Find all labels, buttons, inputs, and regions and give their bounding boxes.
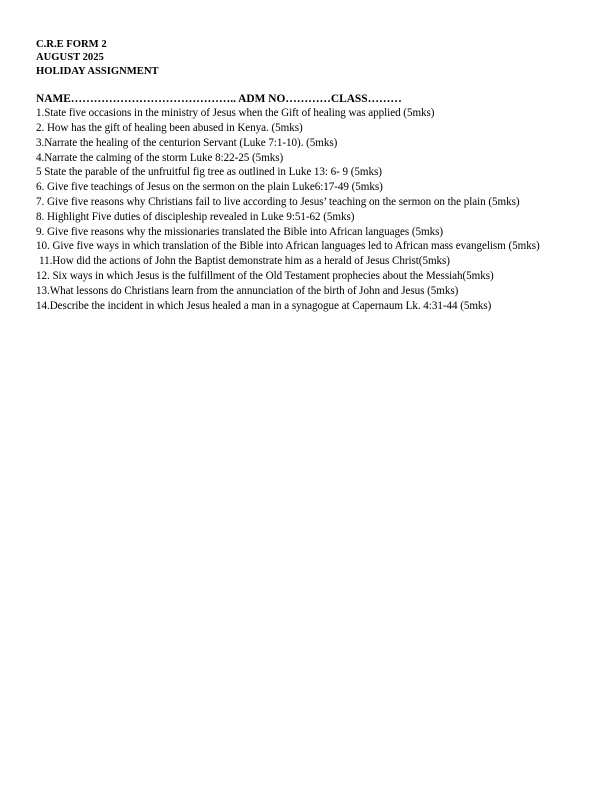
subject-form-heading: C.R.E FORM 2 bbox=[36, 39, 107, 50]
assignment-page bbox=[36, 38, 584, 313]
student-details-line: NAME…………………………………….. ADM NO…………CLASS……… bbox=[36, 93, 402, 106]
question-14: 14.Describe the incident in which Jesus healed a man in a synagogue at Capernaum Lk. 4:31-44 (5mks) bbox=[36, 299, 492, 312]
question-4: 4.Narrate the calming of the storm Luke 8:22-25 (5mks) bbox=[36, 151, 284, 164]
question-12: 12. Six ways in which Jesus is the fulfillment of the Old Testament prophecies about the Messiah(5mks) bbox=[36, 269, 494, 282]
question-1: 1.State five occasions in the ministry of Jesus when the Gift of healing was applied (5mks) bbox=[36, 107, 435, 120]
question-9: 9. Give five reasons why the missionaries translated the Bible into African languages (5mks) bbox=[36, 225, 444, 238]
question-13: 13.What lessons do Christians learn from the annunciation of the birth of John and Jesus (5mks) bbox=[36, 284, 459, 297]
date-heading: AUGUST 2025 bbox=[36, 52, 104, 64]
question-5: 5 State the parable of the unfruitful fig tree as outlined in Luke 13: 6- 9 (5mks) bbox=[36, 166, 382, 179]
question-6: 6. Give five teachings of Jesus on the sermon on the plain Luke6:17-49 (5mks) bbox=[36, 181, 383, 194]
question-list bbox=[36, 106, 584, 313]
question-11: 11.How did the actions of John the Baptist demonstrate him as a herald of Jesus Christ(5mks) bbox=[39, 255, 450, 268]
question-10: 10. Give five ways in which translation of the Bible into African languages led to African mass evangelism (5mks) bbox=[36, 240, 540, 253]
question-7: 7. Give five reasons why Christians fail to live according to Jesus’ teaching on the sermon on the plain (5mks) bbox=[36, 196, 520, 208]
question-3: 3.Narrate the healing of the centurion Servant (Luke 7:1-10). (5mks) bbox=[36, 136, 338, 149]
assignment-title: HOLIDAY ASSIGNMENT bbox=[36, 65, 159, 77]
question-2: 2. How has the gift of healing been abused in Kenya. (5mks) bbox=[36, 122, 303, 135]
question-8: 8. Highlight Five duties of discipleship revealed in Luke 9:51-62 (5mks) bbox=[36, 210, 355, 223]
spacer bbox=[36, 78, 584, 92]
